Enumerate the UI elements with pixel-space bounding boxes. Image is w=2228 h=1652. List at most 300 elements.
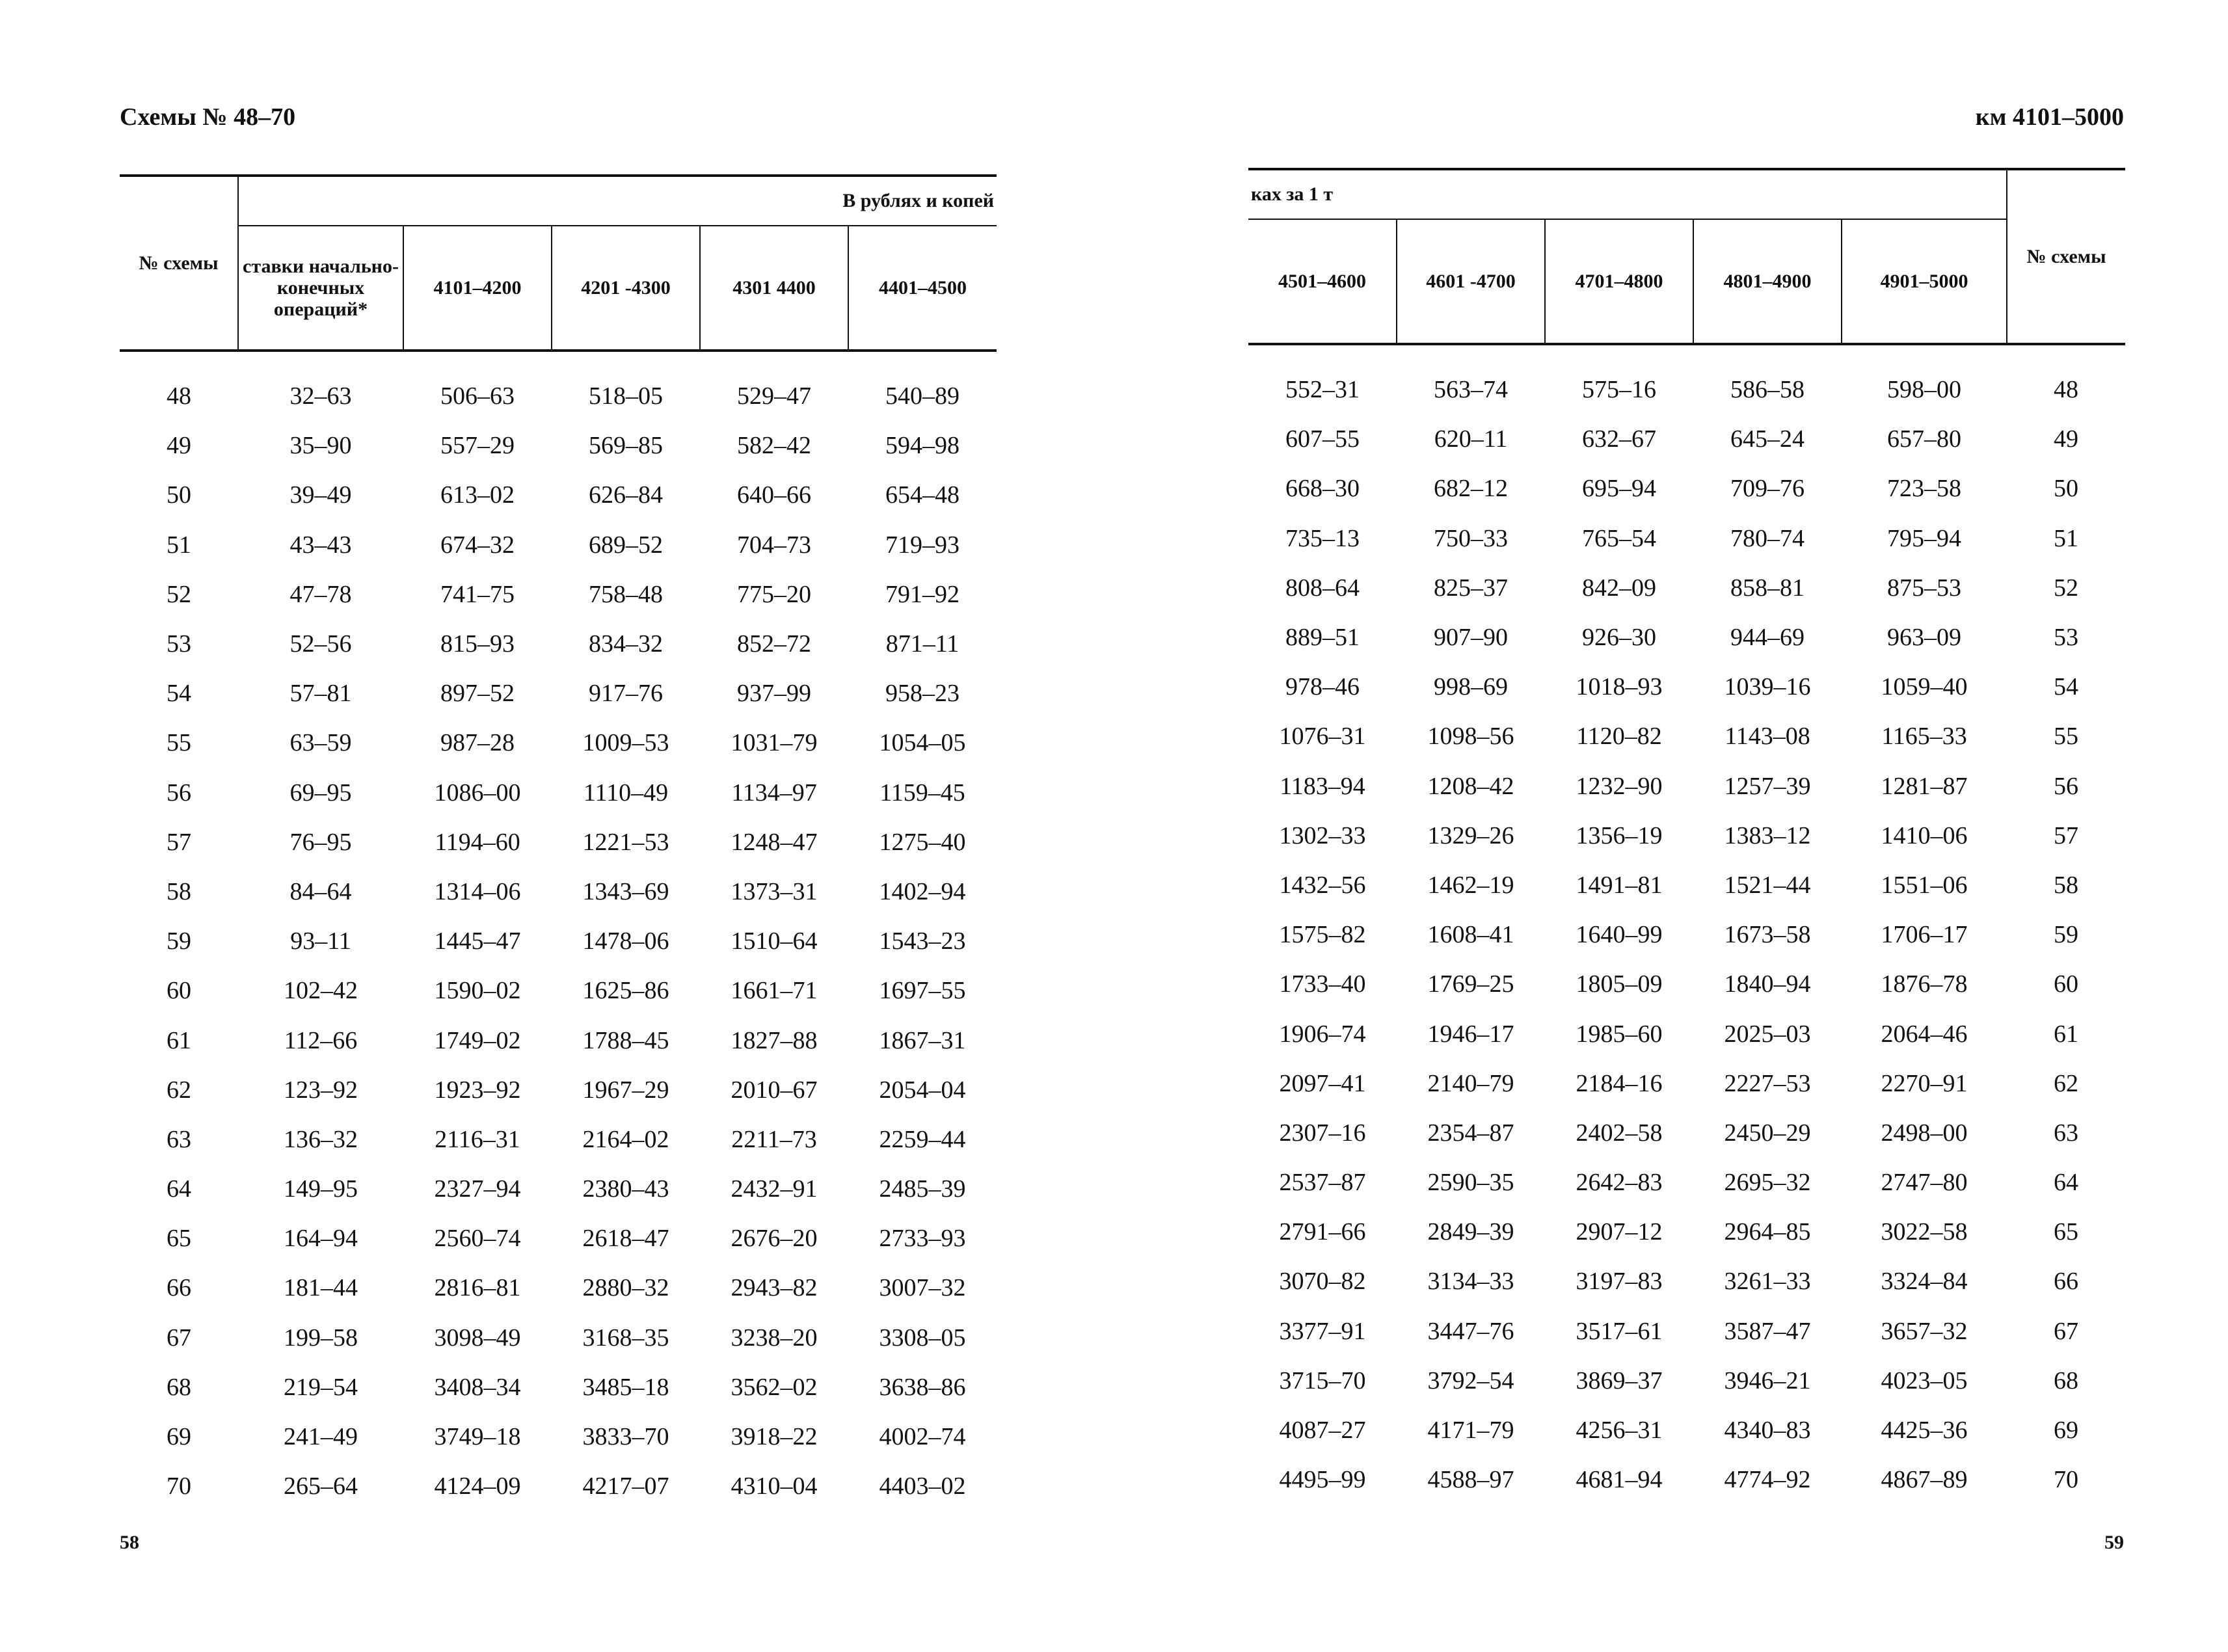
value-cell: 1281–87	[1881, 772, 1968, 800]
value-cell: 2618–47	[582, 1225, 669, 1253]
value-cell: 2116–31	[435, 1125, 520, 1153]
table-row	[120, 669, 997, 718]
scheme-number-cell: 61	[2054, 1020, 2079, 1048]
value-cell: 3517–61	[1576, 1317, 1663, 1345]
table-row	[1248, 414, 2125, 464]
value-cell: 1221–53	[582, 828, 669, 856]
value-cell: 4217–07	[582, 1472, 669, 1500]
table-row	[120, 1214, 997, 1263]
value-cell: 4681–94	[1576, 1466, 1663, 1494]
table-row	[120, 1313, 997, 1363]
value-cell: 758–48	[589, 580, 663, 608]
scheme-number-cell: 67	[2054, 1317, 2079, 1345]
value-cell: 1462–19	[1427, 871, 1514, 899]
table-row	[1248, 1207, 2125, 1257]
value-cell: 575–16	[1582, 376, 1656, 404]
value-cell: 4403–02	[879, 1472, 966, 1500]
value-cell: 1661–71	[731, 977, 818, 1005]
value-cell: 4867–89	[1881, 1466, 1968, 1494]
rate-cell: 43–43	[289, 531, 352, 559]
scheme-number-cell: 63	[167, 1125, 191, 1153]
value-cell: 1059–40	[1881, 673, 1968, 701]
col-header-4801-4900: 4801–4900	[1693, 219, 1842, 344]
value-cell: 3562–02	[731, 1373, 818, 1401]
value-cell: 3197–83	[1576, 1268, 1663, 1296]
left-rate-table	[120, 174, 997, 1511]
value-cell: 3098–49	[434, 1324, 521, 1352]
value-cell: 2380–43	[582, 1175, 669, 1203]
value-cell: 2816–81	[434, 1274, 521, 1302]
scheme-number-cell: 49	[167, 432, 191, 460]
value-cell: 657–80	[1887, 425, 1962, 453]
value-cell: 1018–93	[1576, 673, 1663, 701]
table-row	[120, 966, 997, 1015]
value-cell: 682–12	[1434, 475, 1508, 503]
value-cell: 2010–67	[731, 1076, 818, 1104]
scheme-number-cell: 57	[2054, 821, 2079, 849]
scheme-number-cell: 63	[2054, 1119, 2079, 1147]
value-cell: 1733–40	[1279, 970, 1366, 998]
table-row	[120, 867, 997, 916]
table-row	[120, 916, 997, 966]
value-cell: 506–63	[440, 382, 515, 410]
value-cell: 2354–87	[1427, 1119, 1514, 1147]
value-cell: 1098–56	[1427, 723, 1514, 751]
value-cell: 4124–09	[434, 1472, 521, 1500]
value-cell: 4774–92	[1724, 1466, 1811, 1494]
value-cell: 2402–58	[1576, 1119, 1663, 1147]
value-cell: 2964–85	[1724, 1218, 1811, 1246]
value-cell: 3587–47	[1724, 1317, 1811, 1345]
value-cell: 719–93	[885, 531, 960, 559]
value-cell: 1402–94	[879, 877, 966, 905]
table-row	[1248, 910, 2125, 959]
value-cell: 1590–02	[434, 977, 521, 1005]
scheme-number-cell: 68	[167, 1373, 191, 1401]
value-cell: 842–09	[1582, 574, 1656, 602]
scheme-number-cell: 58	[2054, 871, 2079, 899]
value-cell: 1110–49	[583, 779, 669, 806]
value-cell: 4256–31	[1576, 1417, 1663, 1445]
value-cell: 815–93	[440, 630, 515, 658]
value-cell: 3134–33	[1427, 1268, 1514, 1296]
value-cell: 2642–83	[1576, 1169, 1663, 1197]
value-cell: 3447–76	[1427, 1317, 1514, 1345]
value-cell: 1876–78	[1881, 970, 1968, 998]
value-cell: 1967–29	[582, 1076, 669, 1104]
table-row	[1248, 1108, 2125, 1158]
scheme-number-cell: 66	[2054, 1268, 2079, 1296]
value-cell: 1625–86	[582, 977, 669, 1005]
value-cell: 709–76	[1730, 475, 1805, 503]
value-cell: 3324–84	[1881, 1268, 1968, 1296]
value-cell: 3168–35	[582, 1324, 669, 1352]
table-row	[120, 351, 997, 421]
value-cell: 1039–16	[1724, 673, 1811, 701]
value-cell: 4023–05	[1881, 1366, 1968, 1394]
col-header-4501-4600: 4501–4600	[1248, 219, 1397, 344]
table-row	[120, 470, 997, 520]
value-cell: 1985–60	[1576, 1020, 1663, 1048]
value-cell: 626–84	[589, 481, 663, 509]
value-cell: 1134–97	[731, 779, 817, 806]
col-header-rates: ставки начально-конечных операций*	[238, 226, 403, 351]
table-row	[120, 619, 997, 669]
value-cell: 3238–20	[731, 1324, 818, 1352]
value-cell: 2211–73	[731, 1125, 817, 1153]
value-cell: 1706–17	[1881, 921, 1968, 949]
value-cell: 2270–91	[1881, 1069, 1968, 1097]
scheme-number-cell: 65	[2054, 1218, 2079, 1246]
scheme-number-cell: 62	[167, 1076, 191, 1104]
value-cell: 926–30	[1582, 624, 1656, 652]
value-cell: 2498–00	[1881, 1119, 1968, 1147]
table-row	[1248, 464, 2125, 513]
rate-cell: 84–64	[289, 877, 352, 905]
table-row	[1248, 1356, 2125, 1406]
value-cell: 620–11	[1434, 425, 1508, 453]
table-row	[120, 1363, 997, 1412]
scheme-number-cell: 60	[167, 977, 191, 1005]
col-header-4301-4400: 4301 4400	[700, 226, 848, 351]
left-page-number: 58	[120, 1532, 139, 1553]
value-cell: 1805–09	[1576, 970, 1663, 998]
value-cell: 1769–25	[1427, 970, 1514, 998]
value-cell: 1551–06	[1881, 871, 1968, 899]
value-cell: 2560–74	[434, 1225, 521, 1253]
value-cell: 4002–74	[879, 1423, 966, 1451]
table-row	[120, 570, 997, 619]
value-cell: 998–69	[1434, 673, 1508, 701]
scheme-number-cell: 64	[167, 1175, 191, 1203]
table-row	[1248, 563, 2125, 613]
value-cell: 4310–04	[731, 1472, 818, 1500]
value-cell: 1521–44	[1724, 871, 1811, 899]
value-cell: 2025–03	[1724, 1020, 1811, 1048]
scheme-number-cell: 67	[167, 1324, 191, 1352]
value-cell: 1194–60	[435, 828, 520, 856]
value-cell: 1232–90	[1576, 772, 1663, 800]
value-cell: 2676–20	[731, 1225, 818, 1253]
table-row	[1248, 811, 2125, 860]
table-row	[120, 768, 997, 818]
value-cell: 569–85	[589, 432, 663, 460]
table-row	[120, 1115, 997, 1164]
value-cell: 1054–05	[879, 729, 966, 757]
table-row	[120, 1164, 997, 1214]
value-cell: 3918–22	[731, 1423, 818, 1451]
value-cell: 1208–42	[1427, 772, 1514, 800]
value-cell: 1673–58	[1724, 921, 1811, 949]
table-caption-left: В рублях и копей	[238, 176, 997, 226]
value-cell: 1478–06	[582, 927, 669, 955]
value-cell: 3657–32	[1881, 1317, 1968, 1345]
value-cell: 607–55	[1285, 425, 1360, 453]
value-cell: 1356–19	[1576, 821, 1663, 849]
value-cell: 2140–79	[1427, 1069, 1514, 1097]
value-cell: 4087–27	[1279, 1417, 1366, 1445]
rate-cell: 32–63	[289, 382, 352, 410]
value-cell: 1749–02	[434, 1026, 521, 1054]
rate-cell: 136–32	[284, 1125, 358, 1153]
table-row	[1248, 1009, 2125, 1058]
value-cell: 704–73	[737, 531, 811, 559]
value-cell: 2097–41	[1279, 1069, 1366, 1097]
col-header-scheme: № схемы	[120, 176, 238, 351]
value-cell: 1143–08	[1725, 723, 1810, 751]
rate-cell: 149–95	[284, 1175, 358, 1203]
value-cell: 3308–05	[879, 1324, 966, 1352]
scheme-number-cell: 70	[167, 1472, 191, 1500]
value-cell: 3070–82	[1279, 1268, 1366, 1296]
left-table-body	[120, 351, 997, 1511]
value-cell: 3485–18	[582, 1373, 669, 1401]
table-row	[120, 1015, 997, 1065]
scheme-number-cell: 66	[167, 1274, 191, 1302]
value-cell: 1445–47	[434, 927, 521, 955]
value-cell: 1867–31	[879, 1026, 966, 1054]
value-cell: 2432–91	[731, 1175, 818, 1203]
value-cell: 917–76	[589, 680, 663, 708]
value-cell: 695–94	[1582, 475, 1656, 503]
rate-cell: 52–56	[289, 630, 352, 658]
value-cell: 3749–18	[434, 1423, 521, 1451]
value-cell: 3377–91	[1279, 1317, 1366, 1345]
value-cell: 1827–88	[731, 1026, 818, 1054]
table-row	[1248, 1158, 2125, 1207]
table-row	[120, 421, 997, 470]
value-cell: 4340–83	[1724, 1417, 1811, 1445]
value-cell: 978–46	[1285, 673, 1360, 701]
value-cell: 1165–33	[1881, 723, 1967, 751]
value-cell: 586–58	[1730, 376, 1805, 404]
scheme-number-cell: 68	[2054, 1366, 2079, 1394]
table-row	[1248, 860, 2125, 910]
value-cell: 2054–04	[879, 1076, 966, 1104]
value-cell: 2164–02	[582, 1125, 669, 1153]
rate-cell: 76–95	[289, 828, 352, 856]
value-cell: 1329–26	[1427, 821, 1514, 849]
scheme-number-cell: 56	[2054, 772, 2079, 800]
value-cell: 907–90	[1434, 624, 1508, 652]
value-cell: 963–09	[1887, 624, 1962, 652]
value-cell: 2943–82	[731, 1274, 818, 1302]
right-rate-table	[1248, 168, 2125, 1504]
value-cell: 2747–80	[1881, 1169, 1968, 1197]
value-cell: 1432–56	[1279, 871, 1366, 899]
col-header-4401-4500: 4401–4500	[848, 226, 997, 351]
table-row	[1248, 662, 2125, 712]
value-cell: 645–24	[1730, 425, 1805, 453]
scheme-number-cell: 51	[167, 531, 191, 559]
value-cell: 613–02	[440, 481, 515, 509]
value-cell: 1946–17	[1427, 1020, 1514, 1048]
value-cell: 3946–21	[1724, 1366, 1811, 1394]
scheme-number-cell: 59	[2054, 921, 2079, 949]
value-cell: 2537–87	[1279, 1169, 1366, 1197]
value-cell: 2450–29	[1724, 1119, 1811, 1147]
table-row	[120, 718, 997, 767]
value-cell: 1923–92	[434, 1076, 521, 1104]
value-cell: 594–98	[885, 432, 960, 460]
table-row	[1248, 1257, 2125, 1306]
value-cell: 808–64	[1285, 574, 1360, 602]
value-cell: 3022–58	[1881, 1218, 1968, 1246]
value-cell: 598–00	[1887, 376, 1962, 404]
scheme-number-cell: 48	[2054, 376, 2079, 404]
value-cell: 3638–86	[879, 1373, 966, 1401]
scheme-number-cell: 53	[2054, 624, 2079, 652]
value-cell: 937–99	[737, 680, 811, 708]
value-cell: 3408–34	[434, 1373, 521, 1401]
value-cell: 735–13	[1285, 524, 1360, 552]
value-cell: 1120–82	[1576, 723, 1662, 751]
rate-cell: 69–95	[289, 779, 352, 806]
value-cell: 1159–45	[879, 779, 965, 806]
col-header-4701-4800: 4701–4800	[1545, 219, 1693, 344]
value-cell: 1575–82	[1279, 921, 1366, 949]
table-row	[1248, 1307, 2125, 1356]
table-row	[1248, 613, 2125, 662]
value-cell: 2307–16	[1279, 1119, 1366, 1147]
rate-cell: 63–59	[289, 729, 352, 757]
value-cell: 2485–39	[879, 1175, 966, 1203]
value-cell: 1248–47	[731, 828, 818, 856]
value-cell: 795–94	[1887, 524, 1962, 552]
value-cell: 529–47	[737, 382, 811, 410]
value-cell: 3869–37	[1576, 1366, 1663, 1394]
scheme-number-cell: 55	[2054, 723, 2079, 751]
value-cell: 3261–33	[1724, 1268, 1811, 1296]
table-row	[120, 1065, 997, 1115]
value-cell: 2695–32	[1724, 1169, 1811, 1197]
col-header-4101-4200: 4101–4200	[403, 226, 552, 351]
scheme-number-cell: 54	[2054, 673, 2079, 701]
value-cell: 1906–74	[1279, 1020, 1366, 1048]
value-cell: 825–37	[1434, 574, 1508, 602]
value-cell: 944–69	[1730, 624, 1805, 652]
col-header-4201-4300: 4201 -4300	[552, 226, 700, 351]
value-cell: 2327–94	[434, 1175, 521, 1203]
scheme-number-cell: 55	[167, 729, 191, 757]
scheme-number-cell: 64	[2054, 1169, 2079, 1197]
value-cell: 889–51	[1285, 624, 1360, 652]
value-cell: 1491–81	[1576, 871, 1663, 899]
value-cell: 4588–97	[1427, 1466, 1514, 1494]
value-cell: 1373–31	[731, 877, 818, 905]
value-cell: 1608–41	[1427, 921, 1514, 949]
value-cell: 582–42	[737, 432, 811, 460]
col-header-4601-4700: 4601 -4700	[1397, 219, 1545, 344]
table-row	[120, 1263, 997, 1312]
rate-cell: 164–94	[284, 1225, 358, 1253]
scheme-number-cell: 60	[2054, 970, 2079, 998]
value-cell: 1510–64	[731, 927, 818, 955]
value-cell: 1410–06	[1881, 821, 1968, 849]
value-cell: 1697–55	[879, 977, 966, 1005]
value-cell: 674–32	[440, 531, 515, 559]
rate-cell: 123–92	[284, 1076, 358, 1104]
value-cell: 780–74	[1730, 524, 1805, 552]
rate-cell: 265–64	[284, 1472, 358, 1500]
scheme-number-cell: 50	[167, 481, 191, 509]
rate-cell: 39–49	[289, 481, 352, 509]
scheme-number-cell: 50	[2054, 475, 2079, 503]
value-cell: 741–75	[440, 580, 515, 608]
table-row	[120, 1461, 997, 1511]
value-cell: 765–54	[1582, 524, 1656, 552]
value-cell: 1640–99	[1576, 921, 1663, 949]
scheme-number-cell: 69	[2054, 1417, 2079, 1445]
value-cell: 750–33	[1434, 524, 1508, 552]
value-cell: 1543–23	[879, 927, 966, 955]
value-cell: 2791–66	[1279, 1218, 1366, 1246]
table-row	[120, 818, 997, 867]
value-cell: 1788–45	[582, 1026, 669, 1054]
scheme-number-cell: 57	[167, 828, 191, 856]
table-row	[1248, 1059, 2125, 1108]
value-cell: 1257–39	[1724, 772, 1811, 800]
value-cell: 632–67	[1582, 425, 1656, 453]
rate-cell: 102–42	[284, 977, 358, 1005]
value-cell: 3833–70	[582, 1423, 669, 1451]
table-row	[1248, 1455, 2125, 1504]
value-cell: 2259–44	[879, 1125, 966, 1153]
value-cell: 1183–94	[1280, 772, 1365, 800]
value-cell: 834–32	[589, 630, 663, 658]
rate-cell: 219–54	[284, 1373, 358, 1401]
value-cell: 1009–53	[582, 729, 669, 757]
value-cell: 1302–33	[1279, 821, 1366, 849]
table-caption-right: ках за 1 т	[1248, 169, 2007, 219]
scheme-number-cell: 52	[2054, 574, 2079, 602]
value-cell: 540–89	[885, 382, 960, 410]
value-cell: 987–28	[440, 729, 515, 757]
left-page-header: Схемы № 48–70	[120, 103, 296, 131]
scheme-number-cell: 65	[167, 1225, 191, 1253]
value-cell: 2733–93	[879, 1225, 966, 1253]
value-cell: 563–74	[1434, 376, 1508, 404]
value-cell: 1840–94	[1724, 970, 1811, 998]
value-cell: 4171–79	[1427, 1417, 1514, 1445]
right-page-header: км 4101–5000	[1975, 103, 2124, 131]
rate-cell: 93–11	[290, 927, 351, 955]
value-cell: 2907–12	[1576, 1218, 1663, 1246]
value-cell: 775–20	[737, 580, 811, 608]
value-cell: 3715–70	[1279, 1366, 1366, 1394]
value-cell: 897–52	[440, 680, 515, 708]
table-row	[1248, 514, 2125, 563]
col-header-4901-5000: 4901–5000	[1842, 219, 2007, 344]
value-cell: 1076–31	[1279, 723, 1366, 751]
value-cell: 4425–36	[1881, 1417, 1968, 1445]
scheme-number-cell: 48	[167, 382, 191, 410]
value-cell: 875–53	[1887, 574, 1962, 602]
scheme-number-cell: 56	[167, 779, 191, 806]
scheme-number-cell: 58	[167, 877, 191, 905]
table-row	[1248, 959, 2125, 1009]
value-cell: 1275–40	[879, 828, 966, 856]
value-cell: 858–81	[1730, 574, 1805, 602]
value-cell: 2880–32	[582, 1274, 669, 1302]
rate-cell: 35–90	[289, 432, 352, 460]
value-cell: 1314–06	[434, 877, 521, 905]
value-cell: 791–92	[885, 580, 960, 608]
scheme-number-cell: 51	[2054, 524, 2079, 552]
scheme-number-cell: 52	[167, 580, 191, 608]
value-cell: 1031–79	[731, 729, 818, 757]
rate-cell: 199–58	[284, 1324, 358, 1352]
